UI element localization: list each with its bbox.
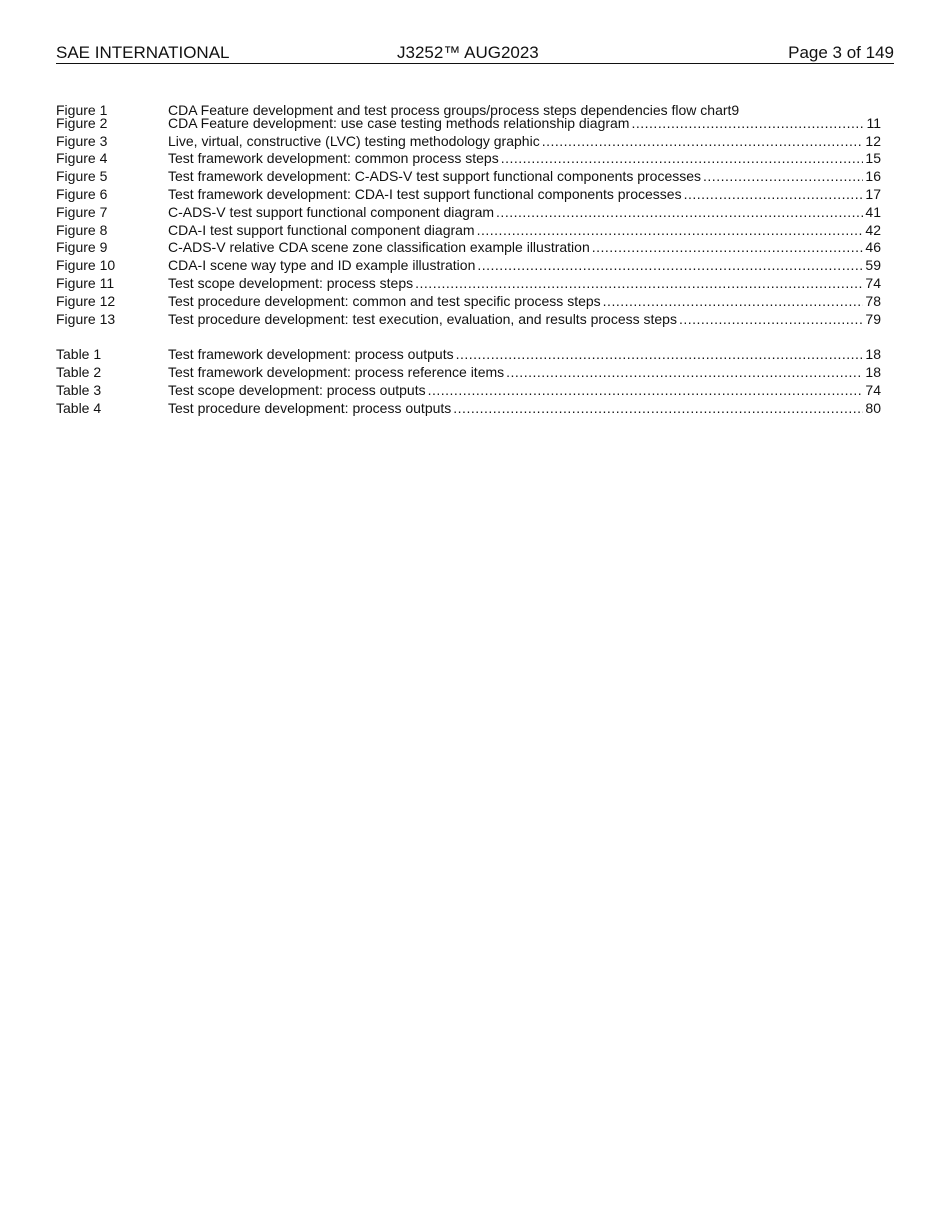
toc-dot-leader bbox=[477, 222, 864, 240]
toc-dot-leader bbox=[603, 293, 864, 311]
toc-entry-label: Figure 5 bbox=[56, 168, 108, 185]
toc-entry-title: Test scope development: process steps bbox=[168, 274, 414, 291]
toc-entry-label: Figure 3 bbox=[56, 132, 108, 149]
toc-entry-page: 59 bbox=[865, 257, 881, 274]
toc-entry-label: Figure 8 bbox=[56, 221, 108, 238]
toc-entry-title: Live, virtual, constructive (LVC) testing methodology graphic bbox=[168, 132, 540, 149]
toc-entry-label: Table 4 bbox=[56, 399, 102, 416]
figure-entry[interactable] bbox=[56, 311, 881, 329]
toc-entry-label: Figure 1 bbox=[56, 101, 108, 118]
header-page-number: Page 3 of 149 bbox=[788, 43, 894, 62]
toc-entry-page: 18 bbox=[865, 363, 881, 380]
figure-entry[interactable] bbox=[56, 222, 881, 240]
toc-dot-leader bbox=[501, 150, 864, 168]
toc-entry-page: 16 bbox=[865, 168, 881, 185]
toc-entry-page: 74 bbox=[865, 381, 881, 398]
toc-dot-leader bbox=[679, 311, 863, 329]
toc-entry-label: Figure 2 bbox=[56, 114, 108, 131]
figure-entry[interactable] bbox=[56, 293, 881, 311]
toc-entry-title: Test framework development: common process steps bbox=[168, 150, 499, 167]
table-entry[interactable] bbox=[56, 364, 881, 382]
list-of-figures-and-tables bbox=[56, 97, 881, 417]
page-header bbox=[56, 0, 894, 64]
toc-entry-title: Test procedure development: process outputs bbox=[168, 399, 452, 416]
toc-entry-label: Table 3 bbox=[56, 381, 102, 398]
figure-entry[interactable] bbox=[56, 133, 881, 151]
toc-dot-leader bbox=[496, 204, 863, 222]
table-entry[interactable] bbox=[56, 400, 881, 418]
toc-entry-label: Figure 4 bbox=[56, 150, 108, 167]
figure-entry[interactable] bbox=[56, 186, 881, 204]
figure-entry[interactable] bbox=[56, 150, 881, 168]
toc-dot-leader bbox=[456, 346, 864, 364]
document-page bbox=[56, 0, 894, 416]
toc-entry-title: Test framework development: C-ADS-V test support functional components processes bbox=[168, 168, 702, 185]
toc-entry-page: 74 bbox=[865, 274, 881, 291]
toc-dot-leader bbox=[703, 168, 863, 186]
toc-entry-page: 11 bbox=[866, 114, 881, 131]
toc-entry-page: 18 bbox=[865, 346, 881, 363]
toc-entry-label: Figure 13 bbox=[56, 310, 116, 327]
header-document-id: J3252™ AUG2023 bbox=[397, 43, 539, 62]
list-of-figures bbox=[56, 97, 881, 328]
toc-entry-label: Table 1 bbox=[56, 346, 102, 363]
toc-entry-page: 78 bbox=[865, 292, 881, 309]
table-entry[interactable] bbox=[56, 382, 881, 400]
toc-entry-page: 17 bbox=[865, 185, 881, 202]
toc-entry-page: 12 bbox=[865, 132, 881, 149]
toc-entry-label: Figure 9 bbox=[56, 239, 108, 256]
figure-entry[interactable] bbox=[56, 115, 881, 133]
toc-entry-title: CDA Feature development: use case testing methods relationship diagram bbox=[168, 114, 630, 131]
toc-entry-label: Figure 7 bbox=[56, 203, 108, 220]
toc-dot-leader bbox=[684, 186, 864, 204]
toc-dot-leader bbox=[592, 239, 864, 257]
toc-entry-label: Figure 12 bbox=[56, 292, 116, 309]
toc-entry-label: Figure 6 bbox=[56, 185, 108, 202]
toc-entry-label: Figure 10 bbox=[56, 257, 116, 274]
toc-dot-leader bbox=[453, 400, 863, 418]
toc-dot-leader bbox=[477, 257, 863, 275]
figure-entry[interactable] bbox=[56, 275, 881, 293]
toc-entry-title: CDA Feature development and test process groups/process steps dependencies flow chart9 bbox=[168, 101, 740, 118]
figure-entry[interactable] bbox=[56, 239, 881, 257]
toc-entry-title: C-ADS-V test support functional component diagram bbox=[168, 203, 495, 220]
list-of-tables bbox=[56, 346, 881, 417]
table-entry[interactable] bbox=[56, 346, 881, 364]
toc-entry-title: CDA-I scene way type and ID example illustration bbox=[168, 257, 476, 274]
toc-entry-title: Test framework development: process outputs bbox=[168, 346, 454, 363]
toc-entry-title: Test procedure development: common and test specific process steps bbox=[168, 292, 601, 309]
figure-entry[interactable] bbox=[56, 204, 881, 222]
toc-entry-page: 79 bbox=[865, 310, 881, 327]
toc-entry-page: 41 bbox=[865, 203, 881, 220]
figure-entry[interactable] bbox=[56, 257, 881, 275]
toc-dot-leader bbox=[506, 364, 863, 382]
toc-entry-page: 46 bbox=[865, 239, 881, 256]
toc-entry-page: 15 bbox=[865, 150, 881, 167]
toc-dot-leader bbox=[415, 275, 863, 293]
toc-entry-page: 80 bbox=[865, 399, 881, 416]
toc-entry-title: C-ADS-V relative CDA scene zone classification example illustration bbox=[168, 239, 590, 256]
toc-entry-title: Test procedure development: test execution, evaluation, and results process steps bbox=[168, 310, 677, 327]
toc-entry-title: Test scope development: process outputs bbox=[168, 381, 426, 398]
toc-entry-label: Table 2 bbox=[56, 363, 102, 380]
toc-dot-leader bbox=[542, 133, 864, 151]
toc-entry-title: CDA-I test support functional component diagram bbox=[168, 221, 475, 238]
toc-dot-leader bbox=[428, 382, 864, 400]
header-organization: SAE INTERNATIONAL bbox=[56, 43, 230, 62]
toc-entry-title: Test framework development: process reference items bbox=[168, 363, 505, 380]
figure-entry[interactable] bbox=[56, 97, 881, 118]
toc-entry-page: 42 bbox=[865, 221, 881, 238]
figure-entry[interactable] bbox=[56, 168, 881, 186]
toc-dot-leader bbox=[631, 115, 864, 133]
toc-dot-leader bbox=[741, 97, 879, 115]
toc-entry-title: Test framework development: CDA-I test support functional components processes bbox=[168, 185, 682, 202]
toc-entry-label: Figure 11 bbox=[56, 274, 115, 291]
